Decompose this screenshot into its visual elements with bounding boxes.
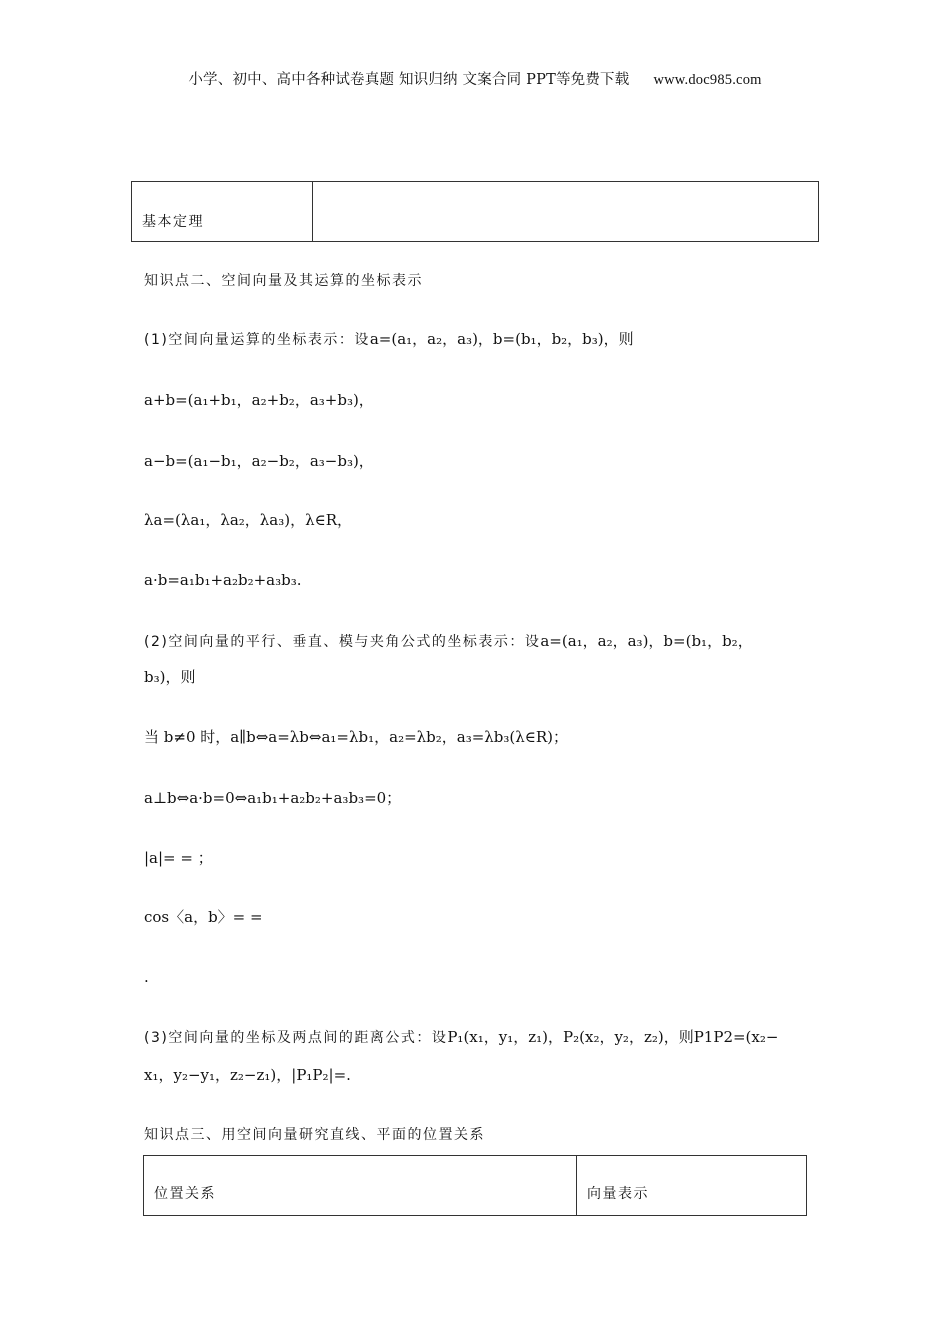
theorem-value [313,182,819,242]
formula-scalar: λa=(λa₁，λa₂，λa₃)，λ∈R， [144,511,353,529]
p2-def2: b₂， [722,632,753,650]
formula-cos: cos〈a，b〉= = [144,908,263,926]
formula-diff: a−b=(a₁−b₁，a₂−b₂，a₃−b₃)， [144,452,374,470]
header-text: 小学、初中、高中各种试卷真题 知识归纳 文案合同 PPT等免费下载 [188,72,630,88]
p2-def: a=(a₁，a₂，a₃)，b=(b₁， [540,632,723,650]
p3-line2: x₁，y₂−y₁，z₂−z₁)，|P₁P₂|=. [144,1066,351,1084]
formula-norm: |a|= = ； [144,849,213,867]
section-3-title: 知识点三、用空间向量研究直线、平面的位置关系 [144,1127,485,1143]
formula-sum: a+b=(a₁+b₁，a₂+b₂，a₃+b₃)， [144,391,374,409]
formula-period: . [144,968,149,986]
col-header-position: 位置关系 [144,1156,577,1216]
theorem-label: 基本定理 [132,182,313,242]
formula-parallel: 当 b≠0 时，a∥b⇔a=λb⇔a₁=λb₁，a₂=λb₂，a₃=λb₃(λ∈R)； [144,728,569,746]
p2-line [144,630,753,653]
header-url: www.doc985.com [653,72,762,88]
page-header [0,68,950,89]
position-table [143,1155,807,1216]
p1-line [144,328,634,351]
p1-intro: (1)空间向量运算的坐标表示：设 [144,332,370,348]
section-2-title: 知识点二、空间向量及其运算的坐标表示 [144,273,423,289]
formula-dot: a·b=a₁b₁+a₂b₂+a₃b₃. [144,571,302,589]
p3-line1: P₁(x₁，y₁，z₁)，P₂(x₂，y₂，z₂)，则P1P2=(x₂− [447,1028,779,1046]
theorem-table [131,181,819,242]
formula-perpendicular: a⊥b⇔a·b=0⇔a₁b₁+a₂b₂+a₃b₃=0； [144,789,402,807]
p3-line [144,1026,778,1049]
p2-cont: b₃)，则 [144,668,196,686]
p2-intro: (2)空间向量的平行、垂直、模与夹角公式的坐标表示：设 [144,634,541,650]
p1-def: a=(a₁，a₂，a₃)，b=(b₁，b₂，b₃)，则 [369,330,634,348]
col-header-vector: 向量表示 [577,1156,807,1216]
p3-intro: (3)空间向量的坐标及两点间的距离公式：设 [144,1030,448,1046]
